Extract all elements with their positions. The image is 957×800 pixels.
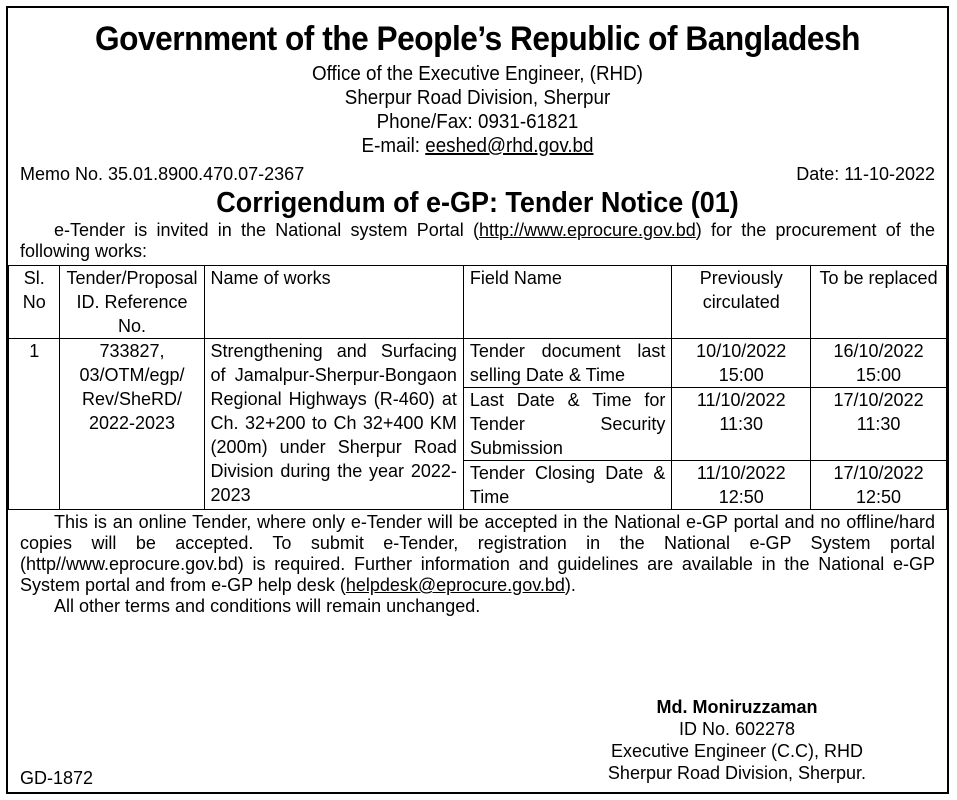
intro-text-a: e-Tender is invited in the National system Portal ( xyxy=(54,220,479,240)
body-paragraph xyxy=(20,512,935,596)
header-field-name: Field Name xyxy=(463,266,671,339)
field-name-2: Last Date & Time for Tender Security Submission xyxy=(463,388,671,461)
gd-number: GD-1872 xyxy=(20,768,94,788)
email-line xyxy=(36,134,919,158)
new-date-2: 17/10/2022 11:30 xyxy=(811,388,947,461)
terms-paragraph: All other terms and conditions will remain unchanged. xyxy=(54,596,481,616)
header-to-be-replaced: To be replaced xyxy=(811,266,947,339)
notice-title: Corrigendum of e-GP: Tender Notice (01) xyxy=(216,187,739,219)
new-date-1: 16/10/2022 15:00 xyxy=(811,339,947,388)
header-tender-id: Tender/Proposal ID. Reference No. xyxy=(60,266,204,339)
row-sl: 1 xyxy=(9,339,60,510)
prev-date-3: 11/10/2022 12:50 xyxy=(672,461,811,510)
memo-row xyxy=(20,164,935,186)
table-row xyxy=(9,339,947,388)
table-header-row xyxy=(9,266,947,339)
phone-line: Phone/Fax: 0931-61821 xyxy=(376,111,579,133)
header-sl: Sl. No xyxy=(9,266,60,339)
field-name-1: Tender document last selling Date & Time xyxy=(463,339,671,388)
new-date-3: 17/10/2022 12:50 xyxy=(811,461,947,510)
header-name-of-works: Name of works xyxy=(204,266,463,339)
row-name-of-works: Strengthening and Surfacing of Jamalpur-Sherpur-Bongaon Regional Highways (R-460) at Ch. 32+200 to Ch 32+400 KM (200m) under Sherpur Road Division during the year 2022-2023 xyxy=(204,339,463,510)
signatory-office: Sherpur Road Division, Sherpur. xyxy=(607,763,867,783)
header-previously-circulated: Previously circulated xyxy=(672,266,811,339)
body-text-b: ). xyxy=(564,575,576,595)
memo-date: Date: 11-10-2022 xyxy=(796,164,935,184)
helpdesk-link[interactable]: helpdesk@eprocure.gov.bd xyxy=(345,575,565,595)
email-link[interactable]: eeshed@rhd.gov.bd xyxy=(425,135,594,157)
field-name-3: Tender Closing Date & Time xyxy=(463,461,671,510)
intro-paragraph xyxy=(20,220,935,262)
memo-number: Memo No. 35.01.8900.470.07-2367 xyxy=(20,164,305,184)
row-tender-id: 733827, 03/OTM/egp/ Rev/SheRD/ 2022-2023 xyxy=(60,339,204,510)
signatory-name: Md. Moniruzzaman xyxy=(656,697,818,717)
eprocure-link[interactable]: http://www.eprocure.gov.bd xyxy=(478,220,696,240)
prev-date-2: 11/10/2022 11:30 xyxy=(672,388,811,461)
intro-text-b: ) for the procurement of the following works: xyxy=(20,220,935,261)
division-line: Sherpur Road Division, Sherpur xyxy=(344,87,611,109)
prev-date-1: 10/10/2022 15:00 xyxy=(672,339,811,388)
notice-frame xyxy=(6,6,949,794)
email-label: E-mail: xyxy=(361,135,426,157)
tender-table xyxy=(8,265,947,510)
signature-block xyxy=(527,696,947,784)
signatory-designation: Executive Engineer (C.C), RHD xyxy=(610,741,864,761)
signatory-id: ID No. 602278 xyxy=(678,719,796,739)
body-text-a: This is an online Tender, where only e-Tender will be accepted in the National e-GP portal and no offline/hard copies will be accepted. To submit e-Tender, registration in the National e-GP System portal (http//www.eprocure.gov.bd) is required. Further information and guidelines are available in the National e-GP System portal and from e-GP help desk ( xyxy=(20,512,935,595)
office-line: Office of the Executive Engineer, (RHD) xyxy=(312,63,643,85)
government-title: Government of the People’s Republic of Bangladesh xyxy=(95,20,860,58)
